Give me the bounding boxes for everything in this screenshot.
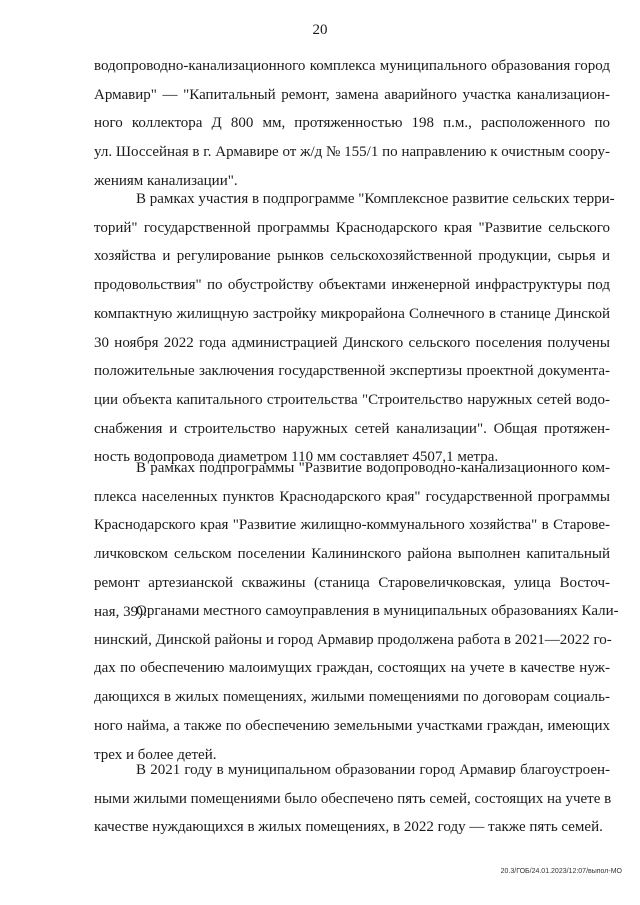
text-line: продовольствия" по обустройству объектами инженерной инфраструктуры под (94, 277, 610, 293)
text-line: снабжения и строительство наружных сетей канализации". Общая протяжен- (94, 421, 610, 437)
text-line: качестве нуждающихся в жилых помещениях, в 2022 году — также пять семей. (94, 819, 603, 835)
page-number: 20 (312, 22, 328, 38)
text-line: положительные заключения государственной экспертизы проектной документа- (94, 363, 610, 379)
text-line: ность водопровода диаметром 110 мм составляет 4507,1 метра. (94, 449, 499, 465)
text-line: водопроводно-канализационного комплекса муниципального образования город (94, 58, 610, 74)
text-line: нинский, Динской районы и город Армавир продолжена работа в 2021—2022 го- (94, 632, 612, 648)
text-line: дах по обеспечению малоимущих граждан, состоящих на учете в качестве нуж- (94, 660, 610, 676)
text-line: личковском сельском поселении Калининского района выполнен капитальный (94, 546, 610, 562)
text-line: ная, 39). (94, 604, 147, 620)
text-line: торий" государственной программы Краснодарского края "Развитие сельского (94, 220, 610, 236)
text-line: ремонт артезианской скважины (станица Старовеличковская, улица Восточ- (94, 575, 610, 591)
text-line: трех и более детей. (94, 747, 217, 763)
text-line: В рамках подпрограммы "Развитие водопроводно-канализационного ком- (136, 460, 610, 476)
text-line: ции объекта капитального строительства "Строительство наружных сетей водо- (94, 392, 610, 408)
footer-code: 20.3/ГОБ/24.01.2023/12:07/выпол-МО (500, 868, 622, 875)
text-line: дающихся в жилых помещениях, жилыми помещениями по договорам социаль- (94, 689, 610, 705)
text-line: Органами местного самоуправления в муниципальных образованиях Кали- (136, 603, 619, 619)
text-line: В рамках участия в подпрограмме "Комплексное развитие сельских терри- (136, 191, 615, 207)
text-line: компактную жилищную застройку микрорайона Солнечного в станице Динской (94, 306, 610, 322)
text-line: ул. Шоссейная в г. Армавире от ж/д № 155/1 по направлению к очистным соору- (94, 144, 610, 160)
text-line: ными жилыми помещениями было обеспечено пять семей, состоящих на учете в (94, 791, 612, 807)
text-line: ного коллектора Д 800 мм, протяженностью 198 п.м., расположенного по (94, 115, 610, 131)
text-line: 30 ноября 2022 года администрацией Динского сельского поселения получены (94, 335, 610, 351)
text-line: хозяйства и регулирование рынков сельскохозяйственной продукции, сырья и (94, 248, 610, 264)
text-line: плекса населенных пунктов Краснодарского края" государственной программы (94, 489, 610, 505)
text-line: ного найма, а также по обеспечению земельными участками граждан, имеющих (94, 718, 610, 734)
text-line: жениям канализации". (94, 173, 238, 189)
text-line: Краснодарского края "Развитие жилищно-коммунального хозяйства" в Старове- (94, 517, 610, 533)
text-line: В 2021 году в муниципальном образовании город Армавир благоустроен- (136, 762, 610, 778)
text-line: Армавир" — "Капитальный ремонт, замена аварийного участка канализацион- (94, 87, 610, 103)
